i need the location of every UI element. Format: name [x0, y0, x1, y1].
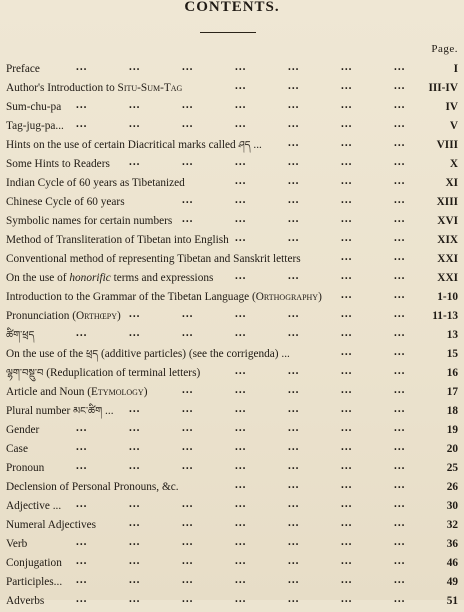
leader-dots: ...	[182, 194, 194, 206]
leader-dots: ...	[394, 441, 406, 453]
entry-text: Pronoun	[6, 462, 45, 474]
toc-entry-title	[6, 194, 125, 210]
leader-dots: ...	[288, 80, 300, 92]
toc-entry-title	[6, 80, 182, 96]
leader-dots: ...	[235, 460, 247, 472]
entry-text: Hints on the use of certain Diacritical marks called	[6, 139, 239, 151]
leader-dots: ...	[341, 327, 353, 339]
leader-dots: ...	[288, 213, 300, 225]
entry-text: Plural number	[6, 405, 74, 417]
toc-page-number: 17	[446, 386, 458, 398]
toc-page-number: 51	[446, 595, 458, 607]
leader-dots: ...	[235, 365, 247, 377]
entry-text: ...	[102, 405, 114, 417]
leader-dots: ...	[129, 118, 141, 130]
leader-dots: ...	[341, 156, 353, 168]
leader-dots: ...	[341, 308, 353, 320]
leader-dots: ...	[182, 498, 194, 510]
leader-dots: ...	[182, 593, 194, 605]
leader-dots: ...	[394, 479, 406, 491]
entry-text: Conventional method of representing Tibetan and Sanskrit letters	[6, 253, 301, 265]
leader-dots: ...	[288, 555, 300, 567]
toc-row	[6, 213, 458, 232]
toc-page-number: 32	[446, 519, 458, 531]
leader-dots: ...	[182, 441, 194, 453]
leader-dots: ...	[235, 517, 247, 529]
leader-dots: ...	[235, 80, 247, 92]
entry-text: )	[143, 386, 148, 398]
leader-dots: ...	[341, 593, 353, 605]
leader-dots: ...	[341, 460, 353, 472]
leader-dots: ...	[235, 61, 247, 73]
toc-page-number: 26	[446, 481, 458, 493]
leader-dots: ...	[76, 460, 88, 472]
leader-dots: ...	[235, 441, 247, 453]
toc-row	[6, 441, 458, 460]
entry-text: Verb	[6, 538, 28, 550]
toc-entry-title	[6, 517, 96, 533]
leader-dots: ...	[76, 61, 88, 73]
toc-entry-title	[6, 460, 44, 476]
leader-dots: ...	[182, 327, 194, 339]
leader-dots: ...	[341, 574, 353, 586]
toc-entry-title	[6, 536, 27, 552]
leader-dots: ...	[341, 384, 353, 396]
leader-dots: ...	[182, 308, 194, 320]
toc-page-number: XVI	[437, 215, 458, 227]
leader-dots: ...	[235, 536, 247, 548]
toc-entry-title	[6, 346, 290, 363]
toc-row	[6, 270, 458, 289]
toc-page-number: 13	[446, 329, 458, 341]
leader-dots: ...	[288, 156, 300, 168]
leader-dots: ...	[288, 365, 300, 377]
toc-row	[6, 80, 458, 99]
toc-entry-title	[6, 574, 62, 590]
leader-dots: ...	[235, 384, 247, 396]
leader-dots: ...	[76, 555, 88, 567]
toc-page-number: I	[453, 63, 458, 75]
toc-row	[6, 384, 458, 403]
leader-dots: ...	[235, 270, 247, 282]
leader-dots: ...	[341, 137, 353, 149]
entry-text: (Reduplication of terminal letters)	[43, 367, 201, 379]
leader-dots: ...	[394, 460, 406, 472]
leader-dots: ...	[129, 99, 141, 111]
leader-dots: ...	[394, 593, 406, 605]
leader-dots: ...	[288, 384, 300, 396]
leader-dots: ...	[129, 327, 141, 339]
small-caps-term: Orthœpy	[75, 310, 117, 322]
entry-text: Chinese Cycle of 60 years	[6, 196, 125, 208]
leader-dots: ...	[129, 422, 141, 434]
leader-dots: ...	[341, 61, 353, 73]
entry-text: (additive particles) (see the corrigenda) ...	[98, 348, 290, 360]
entry-text: Pronunciation (	[6, 310, 76, 322]
leader-dots: ...	[394, 384, 406, 396]
entry-text: Introduction to the Grammar of the Tibetan Language (	[6, 291, 256, 303]
leader-dots: ...	[182, 61, 194, 73]
toc-entry-title	[6, 61, 40, 77]
toc-entry-title	[6, 270, 213, 286]
leader-dots: ...	[394, 574, 406, 586]
entry-text: ...	[250, 139, 262, 151]
leader-dots: ...	[288, 232, 300, 244]
toc-entry-title	[6, 213, 172, 229]
leader-dots: ...	[182, 555, 194, 567]
toc-page-number: III-IV	[428, 82, 458, 94]
leader-dots: ...	[341, 194, 353, 206]
leader-dots: ...	[394, 232, 406, 244]
toc-page-number: X	[449, 158, 458, 170]
entry-text: )	[318, 291, 322, 303]
leader-dots: ...	[129, 517, 141, 529]
leader-dots: ...	[341, 99, 353, 111]
entry-text: terms and expressions	[110, 272, 214, 284]
leader-dots: ...	[394, 536, 406, 548]
leader-dots: ...	[182, 99, 194, 111]
leader-dots: ...	[394, 118, 406, 130]
leader-dots: ...	[76, 574, 88, 586]
toc-row	[6, 308, 458, 327]
small-caps-term: Orthography	[255, 291, 319, 303]
leader-dots: ...	[288, 403, 300, 415]
leader-dots: ...	[129, 308, 141, 320]
toc-entry-title	[6, 422, 39, 438]
leader-dots: ...	[288, 536, 300, 548]
leader-dots: ...	[394, 365, 406, 377]
leader-dots: ...	[235, 194, 247, 206]
toc-entry-title	[6, 365, 200, 382]
leader-dots: ...	[394, 498, 406, 510]
leader-dots: ...	[288, 194, 300, 206]
leader-dots: ...	[182, 422, 194, 434]
tibetan-term: ཕྲད	[86, 349, 99, 360]
toc-row	[6, 289, 458, 308]
leader-dots: ...	[76, 498, 88, 510]
small-caps-term: Situ-Sum-Tag	[117, 82, 183, 94]
leader-dots: ...	[394, 175, 406, 187]
leader-dots: ...	[288, 422, 300, 434]
leader-dots: ...	[341, 346, 353, 358]
toc-entry-title	[6, 327, 34, 344]
leader-dots: ...	[235, 308, 247, 320]
entry-text: Some Hints to Readers	[6, 158, 110, 170]
toc-entry-title	[6, 251, 301, 267]
leader-dots: ...	[288, 270, 300, 282]
leader-dots: ...	[341, 289, 353, 301]
entry-text: )	[117, 310, 121, 322]
toc-row	[6, 479, 458, 498]
leader-dots: ...	[129, 555, 141, 567]
leader-dots: ...	[288, 593, 300, 605]
leader-dots: ...	[341, 80, 353, 92]
leader-dots: ...	[394, 270, 406, 282]
toc-page-number: 30	[446, 500, 458, 512]
leader-dots: ...	[235, 498, 247, 510]
entry-text: Method of Transliteration of Tibetan into English	[6, 234, 229, 246]
entry-text: Sum-chu-pa	[6, 101, 62, 113]
leader-dots: ...	[76, 536, 88, 548]
leader-dots: ...	[341, 175, 353, 187]
toc-entry-title	[6, 555, 62, 571]
leader-dots: ...	[394, 403, 406, 415]
leader-dots: ...	[129, 460, 141, 472]
entry-text: Symbolic names for certain numbers	[6, 215, 173, 227]
leader-dots: ...	[394, 99, 406, 111]
page-column-header: Page.	[431, 43, 458, 55]
leader-dots: ...	[235, 213, 247, 225]
toc-entry-title	[6, 403, 114, 420]
toc-row	[6, 365, 458, 384]
leader-dots: ...	[341, 270, 353, 282]
leader-dots: ...	[182, 384, 194, 396]
leader-dots: ...	[394, 517, 406, 529]
page-title: CONTENTS.	[184, 0, 280, 15]
leader-dots: ...	[341, 441, 353, 453]
tibetan-term: ཚིག་ཕྲད	[6, 330, 35, 341]
toc-entry-title	[6, 289, 322, 305]
toc-row	[6, 593, 458, 612]
leader-dots: ...	[129, 536, 141, 548]
leader-dots: ...	[341, 536, 353, 548]
leader-dots: ...	[288, 175, 300, 187]
leader-dots: ...	[394, 213, 406, 225]
entry-text: Indian Cycle of 60 years as Tibetanized	[6, 177, 185, 189]
toc-page-number: 18	[446, 405, 458, 417]
toc-page-number: 15	[446, 348, 458, 360]
toc-page-number: XXI	[437, 253, 458, 265]
entry-text: Declension of Personal Pronouns, &c.	[6, 481, 179, 493]
toc-entry-title	[6, 441, 28, 457]
tibetan-term: མང་ཚིག	[73, 406, 103, 417]
leader-dots: ...	[235, 479, 247, 491]
toc-entry-title	[6, 479, 179, 495]
leader-dots: ...	[288, 308, 300, 320]
leader-dots: ...	[341, 479, 353, 491]
toc-row	[6, 403, 458, 422]
toc-entry-title	[6, 232, 229, 248]
toc-row	[6, 422, 458, 441]
toc-entry-title	[6, 99, 61, 115]
entry-text: On the use of the	[6, 348, 86, 360]
leader-dots: ...	[235, 593, 247, 605]
toc-page-number: XXI	[437, 272, 458, 284]
contents-list	[6, 61, 458, 612]
toc-row	[6, 61, 458, 80]
leader-dots: ...	[288, 118, 300, 130]
leader-dots: ...	[129, 574, 141, 586]
leader-dots: ...	[235, 403, 247, 415]
toc-page-number: IV	[445, 101, 458, 113]
toc-page-number: XIX	[437, 234, 458, 246]
leader-dots: ...	[182, 118, 194, 130]
leader-dots: ...	[129, 593, 141, 605]
leader-dots: ...	[341, 555, 353, 567]
toc-page-number: 20	[446, 443, 458, 455]
leader-dots: ...	[129, 498, 141, 510]
leader-dots: ...	[288, 327, 300, 339]
entry-text: Adverbs	[6, 595, 45, 607]
toc-row	[6, 137, 458, 156]
toc-entry-title	[6, 384, 147, 400]
leader-dots: ...	[288, 574, 300, 586]
entry-text: Author's Introduction to	[6, 82, 118, 94]
leader-dots: ...	[341, 251, 353, 263]
leader-dots: ...	[76, 422, 88, 434]
leader-dots: ...	[76, 327, 88, 339]
leader-dots: ...	[341, 365, 353, 377]
leader-dots: ...	[394, 137, 406, 149]
leader-dots: ...	[129, 61, 141, 73]
entry-text: Participles...	[6, 576, 63, 588]
leader-dots: ...	[235, 118, 247, 130]
leader-dots: ...	[341, 118, 353, 130]
leader-dots: ...	[235, 156, 247, 168]
leader-dots: ...	[235, 175, 247, 187]
leader-dots: ...	[182, 213, 194, 225]
toc-row	[6, 99, 458, 118]
small-caps-term: Etymology	[91, 386, 144, 398]
leader-dots: ...	[394, 308, 406, 320]
leader-dots: ...	[76, 441, 88, 453]
leader-dots: ...	[394, 194, 406, 206]
leader-dots: ...	[129, 441, 141, 453]
toc-row	[6, 536, 458, 555]
leader-dots: ...	[182, 536, 194, 548]
toc-row	[6, 251, 458, 270]
toc-page-number: XIII	[436, 196, 458, 208]
leader-dots: ...	[394, 422, 406, 434]
toc-row	[6, 118, 458, 137]
toc-row	[6, 574, 458, 593]
leader-dots: ...	[394, 327, 406, 339]
leader-dots: ...	[394, 61, 406, 73]
toc-entry-title	[6, 175, 185, 191]
entry-text: Article and Noun (	[6, 386, 92, 398]
leader-dots: ...	[394, 289, 406, 301]
leader-dots: ...	[235, 327, 247, 339]
toc-row	[6, 460, 458, 479]
leader-dots: ...	[235, 99, 247, 111]
leader-dots: ...	[394, 251, 406, 263]
leader-dots: ...	[341, 213, 353, 225]
title-rule	[200, 32, 256, 33]
toc-entry-title	[6, 593, 44, 609]
leader-dots: ...	[182, 574, 194, 586]
toc-row	[6, 517, 458, 536]
toc-row	[6, 498, 458, 517]
leader-dots: ...	[341, 232, 353, 244]
entry-text: On the use of	[6, 272, 70, 284]
leader-dots: ...	[288, 460, 300, 472]
entry-text: Numeral Adjectives	[6, 519, 97, 531]
leader-dots: ...	[288, 61, 300, 73]
leader-dots: ...	[341, 517, 353, 529]
toc-row	[6, 555, 458, 574]
toc-row	[6, 346, 458, 365]
entry-text: Conjugation	[6, 557, 62, 569]
leader-dots: ...	[394, 346, 406, 358]
italic-term: honorific	[69, 272, 111, 284]
toc-page-number: 46	[446, 557, 458, 569]
entry-text: Case	[6, 443, 28, 455]
leader-dots: ...	[341, 403, 353, 415]
toc-row	[6, 327, 458, 346]
toc-entry-title	[6, 137, 262, 154]
leader-dots: ...	[394, 156, 406, 168]
leader-dots: ...	[76, 593, 88, 605]
leader-dots: ...	[288, 137, 300, 149]
toc-page-number: 19	[446, 424, 458, 436]
toc-page-number: 16	[446, 367, 458, 379]
leader-dots: ...	[394, 555, 406, 567]
leader-dots: ...	[76, 99, 88, 111]
leader-dots: ...	[235, 574, 247, 586]
leader-dots: ...	[76, 118, 88, 130]
leader-dots: ...	[288, 99, 300, 111]
leader-dots: ...	[235, 555, 247, 567]
leader-dots: ...	[235, 232, 247, 244]
toc-page-number: 25	[446, 462, 458, 474]
leader-dots: ...	[182, 156, 194, 168]
leader-dots: ...	[182, 517, 194, 529]
toc-page-number: XI	[445, 177, 458, 189]
toc-entry-title	[6, 156, 110, 172]
leader-dots: ...	[288, 498, 300, 510]
leader-dots: ...	[288, 441, 300, 453]
entry-text: Adjective ...	[6, 500, 62, 512]
toc-row	[6, 175, 458, 194]
entry-text: Tag-jug-pa...	[6, 120, 64, 132]
toc-entry-title	[6, 308, 121, 324]
leader-dots: ...	[182, 403, 194, 415]
toc-row	[6, 194, 458, 213]
leader-dots: ...	[341, 422, 353, 434]
entry-text: Preface	[6, 63, 40, 75]
toc-page-number: 36	[446, 538, 458, 550]
leader-dots: ...	[129, 403, 141, 415]
toc-entry-title	[6, 498, 61, 514]
leader-dots: ...	[288, 517, 300, 529]
toc-page-number: 11-13	[432, 310, 458, 322]
leader-dots: ...	[288, 479, 300, 491]
leader-dots: ...	[129, 156, 141, 168]
toc-row	[6, 232, 458, 251]
toc-page-number: 1-10	[437, 291, 458, 303]
toc-page-number: VIII	[436, 139, 458, 151]
leader-dots: ...	[341, 498, 353, 510]
tibetan-term: ཤད	[238, 140, 251, 151]
toc-row	[6, 156, 458, 175]
leader-dots: ...	[235, 422, 247, 434]
toc-page-number: 49	[446, 576, 458, 588]
leader-dots: ...	[182, 460, 194, 472]
toc-page-number: V	[449, 120, 458, 132]
toc-entry-title	[6, 118, 64, 134]
entry-text: Gender	[6, 424, 40, 436]
tibetan-term: ལྷག་བསྡུ་བ	[6, 368, 44, 379]
leader-dots: ...	[394, 80, 406, 92]
